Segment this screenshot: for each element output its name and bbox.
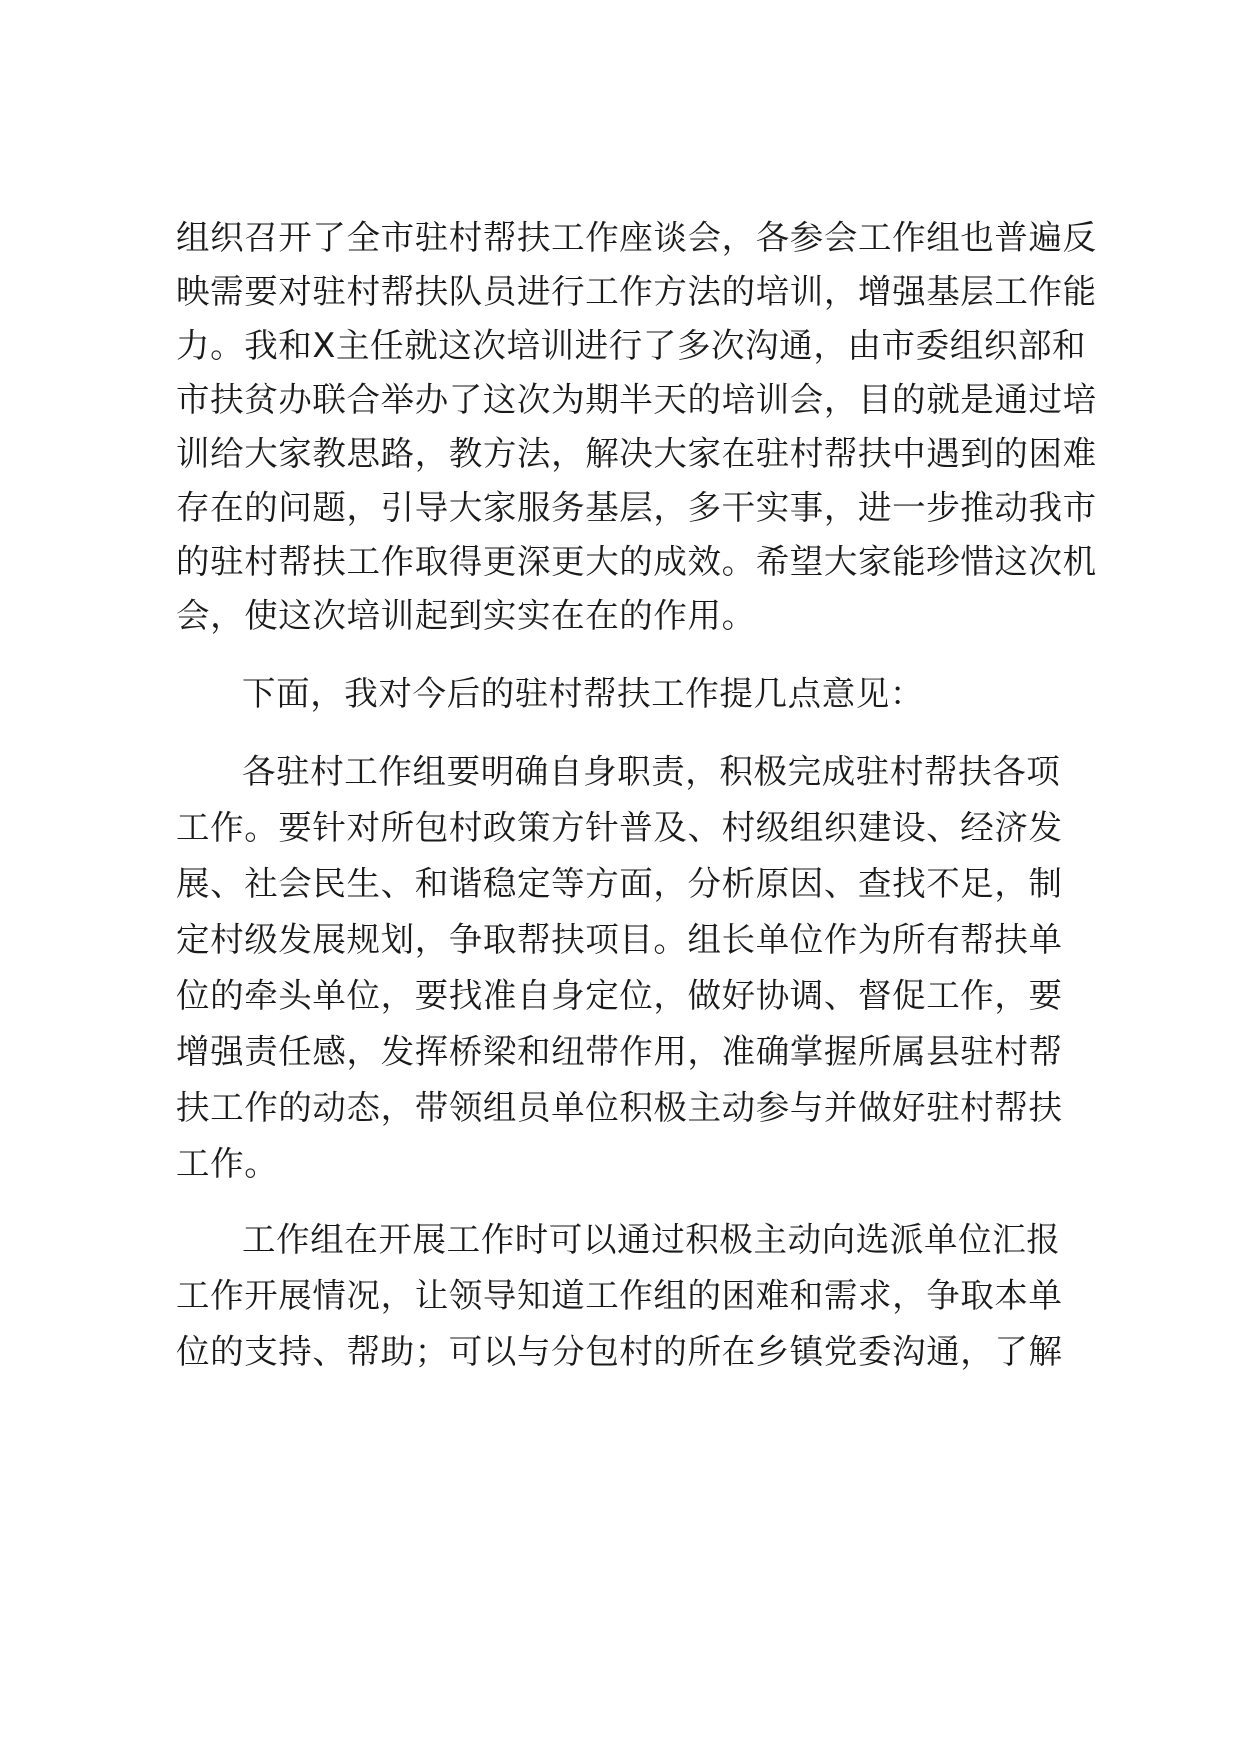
text-line: 定村级发展规划，争取帮扶项目。组长单位作为所有帮扶单 (176, 920, 1063, 959)
text-line: 下面，我对今后的驻村帮扶工作提几点意见： (242, 674, 924, 713)
text-line: 位的支持、帮助；可以与分包村的所在乡镇党委沟通，了解 (176, 1332, 1063, 1371)
text-line: 工作开展情况，让领导知道工作组的困难和需求，争取本单 (176, 1276, 1063, 1315)
text-line: 各驻村工作组要明确自身职责，积极完成驻村帮扶各项 (242, 752, 1061, 791)
text-line: 位的牵头单位，要找准自身定位，做好协调、督促工作，要 (176, 976, 1063, 1015)
text-line: 工作。 (176, 1144, 279, 1183)
text-line: 展、社会民生、和谐稳定等方面，分析原因、查找不足，制 (176, 864, 1063, 903)
text-line: 训给大家教思路，教方法，解决大家在驻村帮扶中遇到的困难 (176, 434, 1097, 473)
text-line: 扶工作的动态，带领组员单位积极主动参与并做好驻村帮扶 (176, 1088, 1063, 1127)
text-line: 市扶贫办联合举办了这次为期半天的培训会，目的就是通过培 (176, 380, 1097, 419)
text-line: 增强责任感，发挥桥梁和纽带作用，准确掌握所属县驻村帮 (176, 1032, 1063, 1071)
text-line: 工作。要针对所包村政策方针普及、村级组织建设、经济发 (176, 808, 1063, 847)
text-line: 力。我和X主任就这次培训进行了多次沟通，由市委组织部和 (176, 326, 1087, 365)
text-line: 存在的问题，引导大家服务基层，多干实事，进一步推动我市 (176, 488, 1097, 527)
text-line: 的驻村帮扶工作取得更深更大的成效。希望大家能珍惜这次机 (176, 542, 1097, 581)
text-line: 会，使这次培训起到实实在在的作用。 (176, 596, 756, 635)
text-line: 工作组在开展工作时可以通过积极主动向选派单位汇报 (242, 1220, 1061, 1259)
text-line: 映需要对驻村帮扶队员进行工作方法的培训，增强基层工作能 (176, 272, 1097, 311)
text-line: 组织召开了全市驻村帮扶工作座谈会，各参会工作组也普遍反 (176, 218, 1097, 257)
